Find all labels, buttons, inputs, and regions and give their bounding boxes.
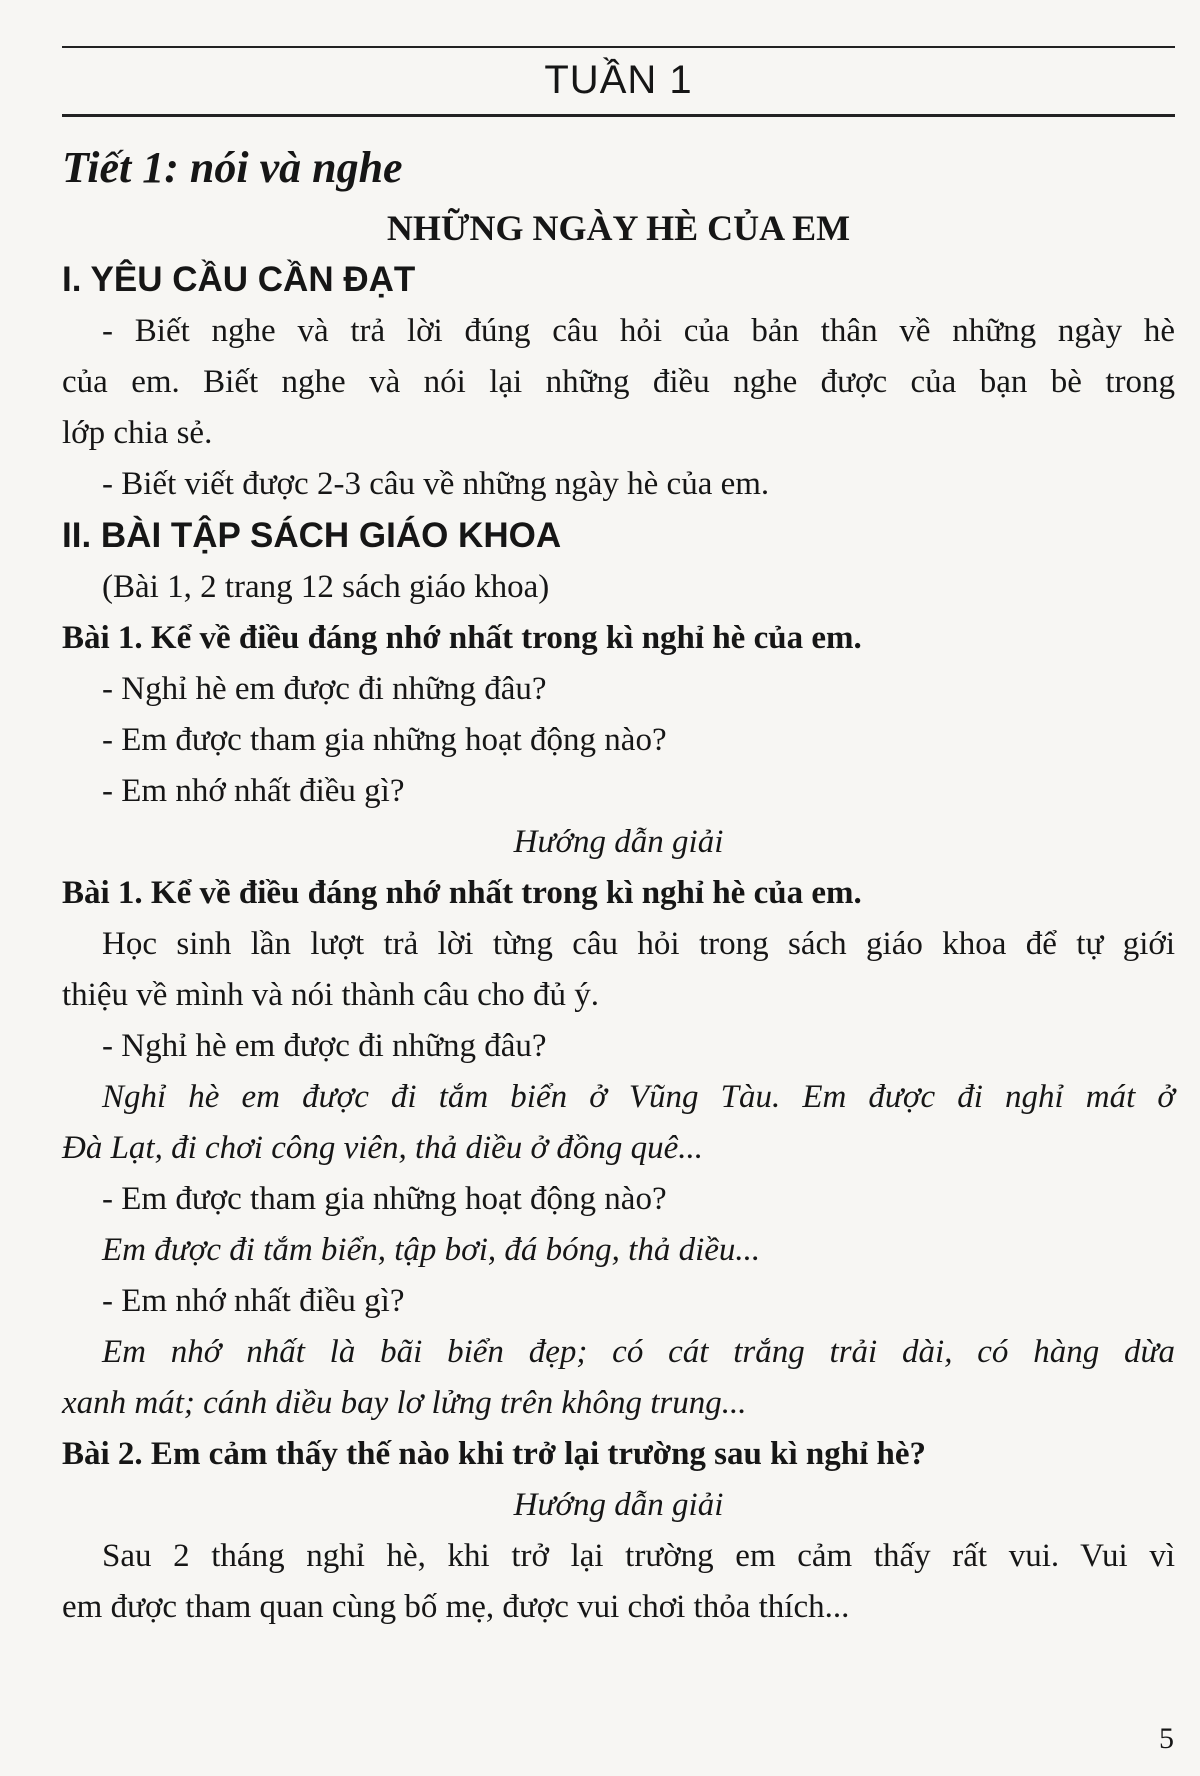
exercise-2-heading: Bài 2. Em cảm thấy thế nào khi trở lại trường sau kì nghỉ hè?	[62, 1436, 927, 1472]
question-2: - Em được tham gia những hoạt động nào?	[102, 722, 667, 758]
question-2-repeat: - Em được tham gia những hoạt động nào?	[102, 1181, 667, 1217]
book-page	[62, 40, 1175, 1740]
question-3-repeat: - Em nhớ nhất điều gì?	[102, 1283, 405, 1319]
requirement-1-line-2: của em. Biết nghe và nói lại những điều nghe được của bạn bè trong	[62, 364, 1175, 400]
textbook-reference: (Bài 1, 2 trang 12 sách giáo khoa)	[102, 569, 550, 605]
requirement-2: - Biết viết được 2-3 câu về những ngày hè của em.	[102, 466, 770, 502]
guide-heading-2: Hướng dẫn giải	[513, 1487, 724, 1523]
header-top-rule	[62, 46, 1175, 48]
page-content	[62, 138, 1175, 1633]
question-1-repeat: - Nghỉ hè em được đi những đâu?	[102, 1028, 547, 1064]
exercise-1-heading-repeat: Bài 1. Kể về điều đáng nhớ nhất trong kì nghỉ hè của em.	[62, 875, 862, 911]
intro-line-1: Học sinh lần lượt trả lời từng câu hỏi trong sách giáo khoa để tự giới	[102, 926, 1175, 962]
answer-1-line-2: Đà Lạt, đi chơi công viên, thả diều ở đồng quê...	[62, 1130, 704, 1166]
answer-2: Em được đi tắm biển, tập bơi, đá bóng, thả diều...	[102, 1232, 761, 1268]
page-number: 5	[1159, 1722, 1174, 1755]
answer-4-line-1: Sau 2 tháng nghỉ hè, khi trở lại trường em cảm thấy rất vui. Vui vì	[102, 1538, 1175, 1574]
exercise-1-heading: Bài 1. Kể về điều đáng nhớ nhất trong kì nghỉ hè của em.	[62, 620, 862, 656]
requirement-1-line-1: - Biết nghe và trả lời đúng câu hỏi của bản thân về những ngày hè	[102, 313, 1175, 349]
question-3: - Em nhớ nhất điều gì?	[102, 773, 405, 809]
answer-1-line-1: Nghỉ hè em được đi tắm biển ở Vũng Tàu. Em được đi nghỉ mát ở	[102, 1079, 1175, 1115]
answer-3-line-2: xanh mát; cánh diều bay lơ lửng trên không trung...	[62, 1385, 747, 1421]
guide-heading-1: Hướng dẫn giải	[513, 824, 724, 860]
header-bottom-rule	[62, 114, 1175, 117]
section-exercises-heading: II. BÀI TẬP SÁCH GIÁO KHOA	[62, 516, 562, 555]
question-1: - Nghỉ hè em được đi những đâu?	[102, 671, 547, 707]
lesson-heading: Tiết 1: nói và nghe	[62, 143, 403, 192]
requirement-1-line-3: lớp chia sẻ.	[62, 415, 213, 451]
answer-4-line-2: em được tham quan cùng bố mẹ, được vui chơi thỏa thích...	[62, 1589, 850, 1625]
week-heading: TUẦN 1	[544, 58, 693, 102]
intro-line-2: thiệu về mình và nói thành câu cho đủ ý.	[62, 977, 600, 1013]
answer-3-line-1: Em nhớ nhất là bãi biển đẹp; có cát trắng trải dài, có hàng dừa	[102, 1334, 1175, 1370]
section-requirements-heading: I. YÊU CẦU CẦN ĐẠT	[62, 260, 416, 299]
lesson-title: NHỮNG NGÀY HÈ CỦA EM	[386, 208, 851, 248]
